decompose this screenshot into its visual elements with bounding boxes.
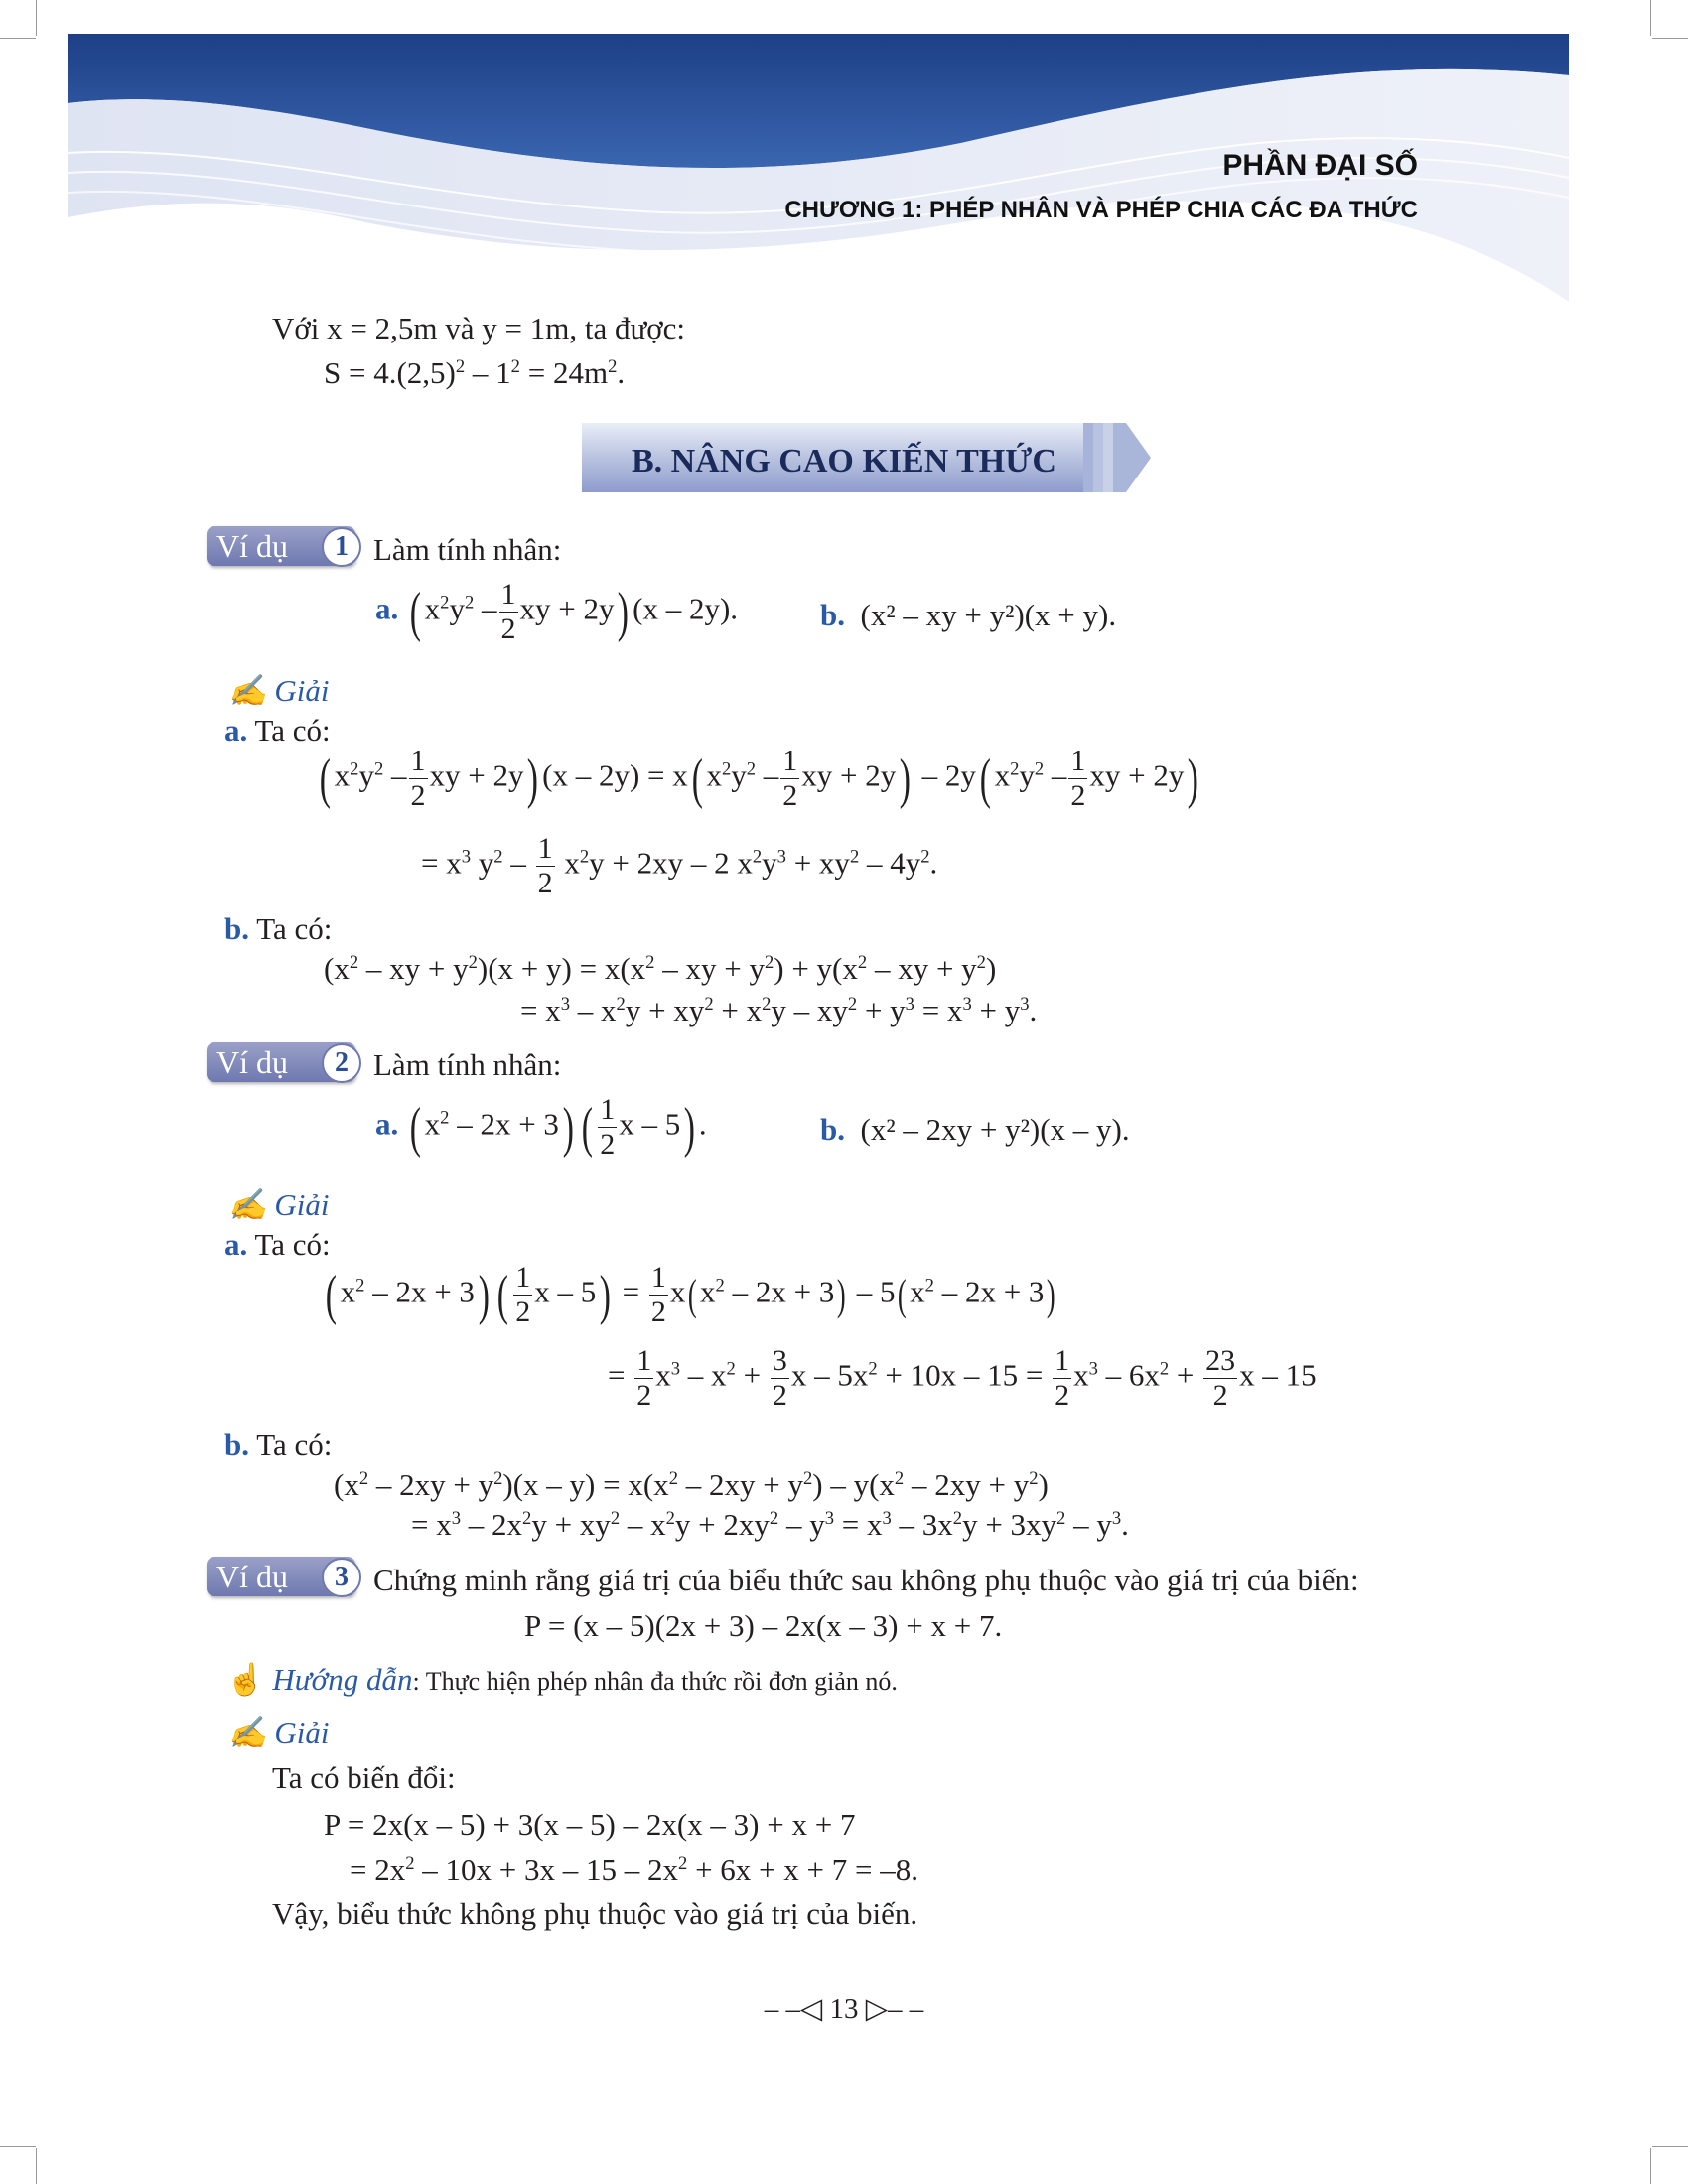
crop-mark	[1650, 0, 1651, 36]
part-title: PHẦN ĐẠI SỐ	[1222, 149, 1418, 182]
crop-mark	[1650, 2148, 1651, 2184]
pointing-hand-icon: ☝	[226, 1662, 265, 1697]
page-header	[68, 34, 1569, 302]
example-3-prompt: Chứng minh rằng giá trị của biểu thức sau không phụ thuộc vào giá trị của biến:	[373, 1563, 1359, 1597]
crop-mark	[36, 2148, 37, 2184]
example-label: Ví dụ	[216, 1044, 288, 1080]
solution-heading-3: ✍ Giải	[228, 1715, 330, 1750]
example-1-part-a: a. ( $x^2y^2$ – $\frac{1}{2}$ xy + 2y) (x – 2y).	[375, 578, 739, 645]
example-2-part-a: a. ( $x^2 - 2x + 3$) ( $\frac{1}{2}$ x – 5) .	[375, 1093, 707, 1160]
crop-mark	[0, 38, 36, 39]
crop-mark	[36, 0, 37, 36]
crop-mark	[1652, 38, 1688, 39]
example-3-expression: P = (x – 5)(2x + 3) – 2x(x – 3) + x + 7.	[524, 1608, 1003, 1643]
sol1b-line2: = $x^3 - x^2y + xy^2 + x^2y - xy^2 + y^3 = x^3 + y^3$.	[520, 993, 1038, 1027]
intro-line: Với x = 2,5m và y = 1m, ta được:	[272, 311, 686, 345]
sol2a-line1: ( $x^2 - 2x + 3$) ( $\frac{1}{2}$ x – 5) = $\frac{1}{2}$ $x(x^2 - 2x + 3) - 5(x^2 - 2x + 3)$	[325, 1261, 1056, 1328]
example-label: Ví dụ	[216, 1559, 288, 1594]
sol2b-line2: = $x^3 - 2x^2y + xy^2 - x^2y + 2xy^2 - y^3 = x^3 - 3x^2y + 3xy^2 - y^3$.	[411, 1507, 1129, 1542]
sol2a-line2: = $\frac{1}{2}$ $x^3 - x^2$ + $\frac{3}{2}$ $x - 5x^2 + 10x - 15$ = $\frac{1}{2}$ $x^3 - 6x^2$ + $\frac{23}{2}$ x – 15	[608, 1344, 1317, 1412]
solution-heading-2: ✍ Giải	[228, 1187, 330, 1222]
example-number: 1	[322, 527, 361, 567]
sol3-intro: Ta có biến đổi:	[272, 1760, 456, 1795]
sol1a-line1: ( $x^2y^2$ – $\frac{1}{2}$ xy + 2y) (x – 2y) = x( $x^2y^2$ – $\frac{1}{2}$ xy + 2y) – 2y( $x^2y^2$ – $\frac{1}{2}$ xy + 2y)	[319, 745, 1199, 812]
sol1b-line1: ($x^2$ – xy + $y^2)(x + y) = x(x^2$ – xy + $y^2) + y(x^2$ – xy + $y^2$)	[324, 951, 997, 986]
example-number: 3	[322, 1558, 361, 1597]
example-badge-1	[207, 526, 355, 566]
sol3-line1: P = 2x(x – 5) + 3(x – 5) – 2x(x – 3) + x + 7	[324, 1807, 856, 1842]
sol2b-line1: $(x^2 - 2xy + y^2)(x - y) = x(x^2 - 2xy + y^2) - y(x^2 - 2xy + y^2)$	[334, 1467, 1049, 1502]
sol3-conclusion: Vậy, biểu thức không phụ thuộc vào giá trị của biến.	[272, 1896, 918, 1931]
page-number: – –◁ 13 ▷– –	[764, 1993, 924, 2025]
example-badge-3	[207, 1557, 355, 1596]
sol1b-label: b. Ta có:	[224, 911, 333, 946]
example-2-prompt: Làm tính nhân:	[373, 1047, 562, 1082]
sol1a-line2: = $x^3$ $y^2$ – $\frac{1}{2}$ $x^2y + 2xy - 2$ $x^2y^3 + xy^2 - 4y^2$.	[421, 832, 938, 899]
chapter-title: CHƯƠNG 1: PHÉP NHÂN VÀ PHÉP CHIA CÁC ĐA THỨC	[784, 197, 1418, 223]
solution-heading-1: ✍ Giải	[228, 673, 330, 708]
example-1-prompt: Làm tính nhân:	[373, 532, 562, 567]
intro-formula: $S = 4.(2,5)^2 - 1^2 = 24m^2$.	[324, 355, 626, 390]
example-number: 2	[322, 1043, 361, 1083]
example-label: Ví dụ	[216, 528, 288, 564]
example-badge-2	[207, 1042, 355, 1082]
crop-mark	[0, 2146, 36, 2147]
crop-mark	[1652, 2146, 1688, 2147]
example-1-part-b: b. (x² – xy + y²)(x + y).	[820, 598, 1117, 632]
section-title: B. NÂNG CAO KIẾN THỨC	[632, 443, 1056, 479]
sol1a-label: a. Ta có:	[224, 713, 331, 748]
sol2a-label: a. Ta có:	[224, 1227, 331, 1262]
hint-line: ☝ Hướng dẫn: Thực hiện phép nhân đa thức rồi đơn giản nó.	[226, 1662, 898, 1697]
sol3-line2: = $2x^2 - 10x + 3x - 15 - 2x^2 + 6x + x + 7 = -8$.	[350, 1852, 918, 1887]
example-2-part-b: b. (x² – 2xy + y²)(x – y).	[820, 1112, 1130, 1147]
sol2b-label: b. Ta có:	[224, 1428, 333, 1462]
